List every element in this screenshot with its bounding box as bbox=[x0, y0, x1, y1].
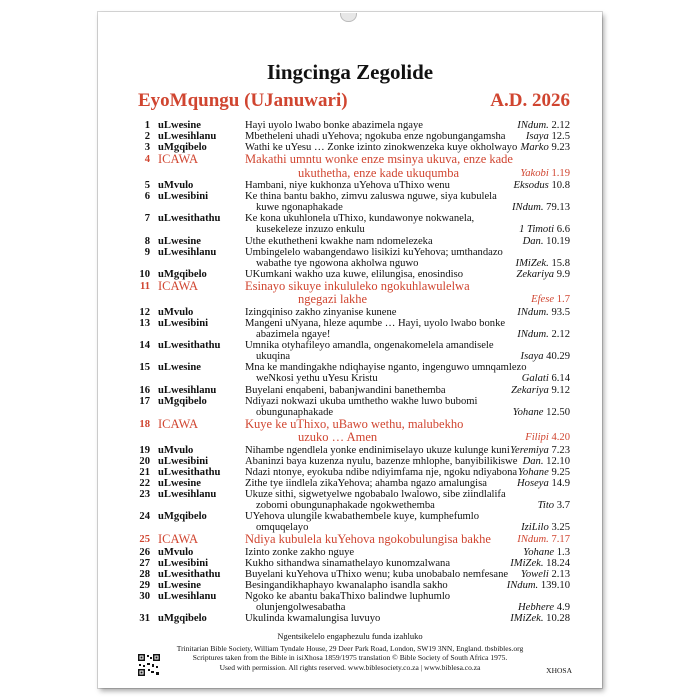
day-row bbox=[98, 236, 602, 247]
verse-text: Ke thina bantu bakho, zimvu zaluswa nguwe, siya kubulela bbox=[245, 191, 497, 203]
reference-book: IMiZek. bbox=[515, 257, 549, 269]
reference-book: Galati bbox=[521, 373, 549, 385]
month-heading: EyoMqungu (UJanuwari) bbox=[138, 90, 348, 111]
verse-text: Wathi ke uYesu … Zonke izinto zinokwenzeka kuye okholwayo bbox=[245, 142, 518, 154]
scripture-reference bbox=[520, 167, 570, 180]
day-name: ICAWA bbox=[158, 279, 198, 293]
scripture-reference bbox=[523, 456, 570, 467]
day-name: uLwesine bbox=[158, 362, 201, 374]
verse-text: Izingqiniso zakho zinyanise kunene bbox=[245, 306, 397, 318]
day-name: uLwesibini bbox=[158, 455, 209, 467]
verse-text: Nihambe ngendlela yonke endinimiselayo ukuze kulunge kuni bbox=[245, 444, 510, 456]
day-name: uMvulo bbox=[158, 546, 194, 558]
day-name: ICAWA bbox=[158, 152, 198, 167]
day-row bbox=[98, 131, 602, 142]
day-number: 6 bbox=[144, 191, 150, 203]
day-name: uLwesine bbox=[158, 120, 201, 131]
reference-book: INdum. bbox=[506, 580, 539, 592]
day-name: uLwesibini bbox=[158, 557, 209, 569]
scripture-reference bbox=[516, 258, 570, 269]
scripture-reference bbox=[518, 467, 570, 478]
reference-book: Dan. bbox=[522, 455, 544, 467]
day-number: 13 bbox=[139, 317, 150, 329]
verse-text: Ukulinda kwamalungisa luvuyo bbox=[245, 613, 381, 625]
day-number: 8 bbox=[144, 235, 150, 247]
scripture-reference bbox=[521, 351, 570, 362]
day-name: uMgqibelo bbox=[158, 395, 207, 407]
day-name: uLwesihlanu bbox=[158, 591, 217, 603]
scripture-reference bbox=[521, 522, 570, 533]
day-number: 2 bbox=[144, 131, 150, 143]
publisher-line: Trinitarian Bible Society, William Tyndale House, 29 Deer Park Road, London, SW19 3NN, England. tbsbibles.org bbox=[176, 643, 524, 653]
day-number: 31 bbox=[139, 613, 150, 625]
scripture-reference bbox=[526, 131, 570, 142]
day-row bbox=[98, 396, 602, 418]
day-name: uLwesithathu bbox=[158, 340, 221, 352]
verse-text: Umnika otyhafileyo amandla, ongenakomelela amandisele bbox=[245, 340, 494, 352]
day-number: 12 bbox=[139, 306, 150, 318]
day-row bbox=[98, 213, 602, 235]
scripture-reference bbox=[510, 558, 570, 569]
day-name: uMgqibelo bbox=[158, 511, 207, 523]
reference-verse: 3.25 bbox=[551, 522, 570, 534]
reference-book: Isaya bbox=[520, 351, 544, 363]
reference-verse: 7.17 bbox=[551, 534, 570, 546]
footer-thanks: Ngentsikelelo engaphezulu funda izahluko bbox=[277, 631, 423, 641]
reference-verse: 139.10 bbox=[540, 580, 570, 592]
reference-verse: 12.50 bbox=[546, 406, 570, 418]
day-number: 28 bbox=[139, 569, 150, 580]
reference-book: 1 Timoti bbox=[519, 224, 555, 236]
reference-book: Yohane bbox=[517, 466, 549, 478]
day-name: uMgqibelo bbox=[158, 613, 207, 625]
reference-book: Isaya bbox=[525, 131, 549, 143]
verse-text: Mna ke mandingakhe ndiqhayise nganto, ingenguwo umnqamlezo bbox=[245, 362, 527, 374]
day-name: uLwesihlanu bbox=[158, 246, 217, 258]
day-number: 30 bbox=[139, 591, 150, 603]
verse-text: ukuthetha, enze kade ukuqumba bbox=[298, 165, 460, 180]
verse-text: abazimela ngaye! bbox=[256, 328, 331, 340]
reference-verse: 9.9 bbox=[556, 268, 570, 280]
verse-text: Mangeni uNyana, hleze aqumbe … Hayi, uyolo lwabo bonke bbox=[245, 317, 506, 329]
reference-book: Yohane bbox=[512, 406, 544, 418]
day-name: uMgqibelo bbox=[158, 268, 207, 280]
reference-verse: 2.13 bbox=[551, 569, 570, 580]
verse-text: Ke kona ukuhlonela uThixo, kundawonye nokwanela, bbox=[245, 213, 475, 225]
reference-verse: 14.9 bbox=[551, 477, 570, 489]
verse-text: Ngoko ke abantu bakaThixo balindwe luphumlo bbox=[245, 591, 451, 603]
day-name: uLwesithathu bbox=[158, 569, 221, 580]
hanging-hole bbox=[340, 13, 357, 22]
reference-book: INdum. bbox=[517, 534, 549, 546]
copyright-line: Scriptures taken from the Bible in isiXhosa 1859/1975 translation © Bible Society of South Africa 1975. bbox=[192, 653, 508, 662]
scripture-reference bbox=[517, 533, 570, 546]
day-number: 18 bbox=[139, 418, 150, 430]
reference-verse: 12.5 bbox=[551, 131, 570, 143]
day-row bbox=[98, 547, 602, 558]
verse-text: Hambani, niye kukhonza uYehova uThixo wenu bbox=[245, 180, 450, 192]
scripture-reference bbox=[517, 478, 570, 489]
verse-text: Zithe tye iindlela zikaYehova; ahamba ngazo amalungisa bbox=[245, 477, 487, 489]
day-row bbox=[98, 558, 602, 569]
verse-text: Izinto zonke zakho nguye bbox=[245, 546, 355, 558]
reference-verse: 10.8 bbox=[551, 180, 570, 192]
reference-book: Yohane bbox=[523, 546, 555, 558]
day-row bbox=[98, 580, 602, 591]
day-number: 25 bbox=[139, 534, 150, 546]
day-number: 21 bbox=[139, 466, 150, 478]
reference-verse: 6.6 bbox=[556, 224, 570, 236]
calendar-title: Iingcinga Zegolide bbox=[266, 60, 434, 84]
reference-verse: 12.10 bbox=[546, 455, 570, 467]
reference-verse: 79.13 bbox=[546, 202, 570, 214]
verse-text: UYehova ulungile kwabathembele kuye, kumphefumlo bbox=[245, 511, 479, 523]
day-row bbox=[98, 613, 602, 624]
day-number: 20 bbox=[139, 455, 150, 467]
scripture-reference bbox=[507, 580, 570, 591]
reference-verse: 18.24 bbox=[546, 557, 570, 569]
verse-text: Hayi uyolo lwabo bonke abazimela ngaye bbox=[245, 120, 423, 131]
scripture-reference bbox=[517, 329, 570, 340]
day-number: 15 bbox=[139, 362, 150, 374]
day-row bbox=[98, 280, 602, 307]
day-row bbox=[98, 467, 602, 478]
day-row bbox=[98, 385, 602, 396]
verse-text: ukuqina bbox=[256, 351, 291, 363]
scripture-reference bbox=[517, 120, 570, 131]
scripture-reference bbox=[531, 293, 570, 306]
day-name: uMvulo bbox=[158, 444, 194, 456]
verse-text: Besingandikhaphayo kwanalapho isandla sakho bbox=[245, 580, 448, 592]
reference-book: Dan. bbox=[522, 235, 544, 247]
reference-verse: 93.5 bbox=[551, 306, 570, 318]
scripture-reference bbox=[516, 269, 570, 280]
verse-text: Ukuze sithi, sigwetyelwe ngobabalo lwalowo, sibe ziindlalifa bbox=[245, 489, 506, 500]
day-name: uLwesibini bbox=[158, 317, 209, 329]
verse-text: obungunaphakade bbox=[256, 406, 334, 418]
permission-line: Used with permission. All rights reserved. www.biblesociety.co.za | www.biblesa.co.za bbox=[219, 662, 481, 672]
day-number: 19 bbox=[139, 444, 150, 456]
reference-book: IMiZek. bbox=[510, 557, 544, 569]
day-number: 7 bbox=[144, 213, 150, 225]
reference-book: Hoseya bbox=[517, 477, 549, 489]
scripture-reference bbox=[523, 547, 570, 558]
day-row bbox=[98, 191, 602, 213]
day-row bbox=[98, 362, 602, 384]
day-number: 4 bbox=[144, 154, 150, 166]
reference-verse: 7.23 bbox=[551, 444, 570, 456]
scripture-reference bbox=[523, 236, 570, 247]
reference-book: INdum. bbox=[517, 120, 549, 131]
day-name: uLwesihlanu bbox=[158, 384, 217, 396]
day-name: uLwesithathu bbox=[158, 466, 221, 478]
reference-book: IziLilo bbox=[521, 522, 549, 534]
day-name: uLwesihlanu bbox=[158, 489, 217, 500]
reference-book: Yoweli bbox=[520, 569, 549, 580]
day-row bbox=[98, 489, 602, 511]
verse-text: Mbetheleni uhadi uYehova; ngokuba enze ngobungangamsha bbox=[245, 131, 506, 143]
reference-verse: 1.7 bbox=[556, 294, 570, 306]
reference-book: INdum. bbox=[512, 202, 544, 214]
calendar-page bbox=[98, 12, 602, 688]
scripture-reference bbox=[538, 500, 570, 511]
verse-text: Esinayo sikuye inkululeko ngokuhlawulelwa bbox=[245, 279, 470, 293]
scripture-reference bbox=[510, 613, 570, 624]
reference-book: IMiZek. bbox=[510, 613, 544, 625]
scripture-reference bbox=[511, 385, 570, 396]
day-row bbox=[98, 247, 602, 269]
day-row bbox=[98, 318, 602, 340]
day-number: 10 bbox=[139, 268, 150, 280]
verse-text: weNkosi yethu uYesu Kristu bbox=[256, 373, 378, 385]
reference-verse: 2.12 bbox=[551, 328, 570, 340]
scripture-reference bbox=[525, 431, 570, 444]
verse-text: zobomi obungunaphakade ngokwethemba bbox=[256, 500, 435, 512]
day-row bbox=[98, 120, 602, 131]
day-row bbox=[98, 307, 602, 318]
reference-book: Zekariya bbox=[511, 384, 549, 396]
day-row bbox=[98, 340, 602, 362]
verse-text: Ndiyazi nokwazi ukuba umthetho wakhe luwo bubomi bbox=[245, 395, 478, 407]
scripture-reference bbox=[521, 569, 570, 580]
year-heading: A.D. 2026 bbox=[490, 90, 570, 111]
day-number: 11 bbox=[139, 281, 150, 292]
reference-verse: 1.19 bbox=[551, 167, 570, 179]
verse-text: omquqelayo bbox=[256, 522, 309, 534]
day-name: uLwesine bbox=[158, 235, 201, 247]
reference-book: Hebhere bbox=[518, 602, 555, 614]
day-row bbox=[98, 445, 602, 456]
reference-verse: 40.29 bbox=[546, 351, 570, 363]
verse-text: Buyelani kuYehova uThixo wenu; kuba unobabalo nemfesane bbox=[245, 569, 509, 580]
verse-text: Abaninzi baya kuzenza nyulu, bazenze mhlophe, banyibilikiswe bbox=[245, 455, 518, 467]
scripture-reference bbox=[522, 373, 570, 384]
day-number: 1 bbox=[144, 120, 150, 131]
scripture-reference bbox=[513, 180, 570, 191]
day-number: 16 bbox=[139, 384, 150, 396]
day-row bbox=[98, 478, 602, 489]
verse-text: Kuye ke uThixo, uBawo wethu, malubekho bbox=[245, 416, 464, 431]
day-number: 27 bbox=[139, 557, 150, 569]
reference-verse: 9.25 bbox=[551, 466, 570, 478]
day-row bbox=[98, 569, 602, 580]
reference-verse: 15.8 bbox=[551, 257, 570, 269]
reference-verse: 4.20 bbox=[551, 432, 570, 444]
scripture-reference bbox=[519, 224, 570, 235]
day-row bbox=[98, 153, 602, 180]
scripture-reference bbox=[510, 445, 570, 456]
reference-verse: 3.7 bbox=[556, 500, 570, 512]
scripture-reference bbox=[512, 202, 570, 213]
day-number: 9 bbox=[144, 246, 150, 258]
reference-verse: 2.12 bbox=[551, 120, 570, 131]
day-row bbox=[98, 533, 602, 546]
verse-text: olunjengolwesabatha bbox=[256, 602, 346, 614]
reference-book: INdum. bbox=[517, 306, 549, 318]
day-name: ICAWA bbox=[158, 532, 198, 547]
reference-book: Zekariya bbox=[516, 268, 555, 280]
reference-verse: 4.9 bbox=[556, 602, 570, 614]
verse-text: kuwe ngonaphakade bbox=[256, 202, 343, 214]
day-number: 29 bbox=[139, 580, 150, 592]
reference-book: Marko bbox=[520, 142, 549, 154]
reference-verse: 10.28 bbox=[546, 613, 570, 625]
verse-text: Uthe ekuthetheni kwakhe nam ndomelezeka bbox=[245, 235, 433, 247]
verse-text: ngegazi lakhe bbox=[298, 292, 368, 307]
day-name: uLwesihlanu bbox=[158, 131, 217, 143]
scripture-reference bbox=[518, 602, 570, 613]
verse-text: Buyelani enqabeni, babanjwandini banethemba bbox=[245, 384, 446, 396]
verse-text: Kukho sithandwa sinamathelayo kunomzalwana bbox=[245, 557, 451, 569]
verse-text: wabathe tye ngowona akholwa nguwo bbox=[256, 257, 419, 269]
reference-verse: 10.19 bbox=[546, 235, 570, 247]
day-name: uMvulo bbox=[158, 306, 194, 318]
verse-text: Umbingelelo wabangendawo lisikizi kuYehova; umthandazo bbox=[245, 246, 503, 258]
day-number: 26 bbox=[139, 546, 150, 558]
day-number: 14 bbox=[139, 340, 150, 352]
day-row bbox=[98, 180, 602, 191]
scripture-reference bbox=[517, 307, 570, 318]
reference-book: Efese bbox=[531, 294, 555, 306]
reference-book: Yakobi bbox=[520, 167, 549, 179]
day-row bbox=[98, 511, 602, 533]
day-row bbox=[98, 456, 602, 467]
day-number: 3 bbox=[144, 142, 150, 154]
day-row bbox=[98, 591, 602, 613]
day-name: uMgqibelo bbox=[158, 142, 207, 154]
scripture-reference bbox=[513, 407, 570, 418]
verse-text: Ndiya kubulela kuYehova ngokobulungisa bakhe bbox=[245, 532, 491, 547]
reference-book: INdum. bbox=[517, 328, 549, 340]
verse-text: UKumkani wakho uza kuwe, elilungisa, enosindiso bbox=[245, 268, 464, 280]
day-number: 23 bbox=[139, 489, 150, 500]
reference-verse: 6.14 bbox=[551, 373, 570, 385]
day-number: 22 bbox=[139, 477, 150, 489]
day-name: uMvulo bbox=[158, 180, 194, 192]
day-row bbox=[98, 418, 602, 445]
day-name: ICAWA bbox=[158, 416, 198, 431]
day-number: 17 bbox=[139, 395, 150, 407]
day-name: uLwesine bbox=[158, 477, 201, 489]
day-name: uLwesithathu bbox=[158, 213, 221, 225]
verse-text: uzuko … Amen bbox=[298, 430, 378, 445]
language-label: XHOSA bbox=[546, 666, 572, 675]
reference-verse: 1.3 bbox=[556, 546, 570, 558]
verse-text: Makathi umntu wonke enze msinya ukuva, enze kade bbox=[245, 152, 513, 167]
day-name: uLwesibini bbox=[158, 191, 209, 203]
scripture-reference bbox=[521, 142, 570, 153]
reference-book: Yeremiya bbox=[510, 444, 549, 456]
day-number: 24 bbox=[139, 511, 150, 523]
day-number: 5 bbox=[144, 180, 150, 192]
reference-book: Eksodus bbox=[513, 180, 549, 192]
day-name: uLwesine bbox=[158, 580, 201, 592]
footer bbox=[98, 632, 602, 672]
reference-book: Filipi bbox=[525, 432, 549, 444]
reference-verse: 9.12 bbox=[551, 384, 570, 396]
verse-text: Ndazi ntonye, eyokuba ndibe ndiyimfama nje, ngoku ndiyabona bbox=[245, 466, 518, 478]
verse-text: kusekeleze inzuzo enkulu bbox=[256, 224, 365, 236]
reference-verse: 9.23 bbox=[551, 142, 570, 154]
reference-book: Tito bbox=[537, 500, 555, 512]
